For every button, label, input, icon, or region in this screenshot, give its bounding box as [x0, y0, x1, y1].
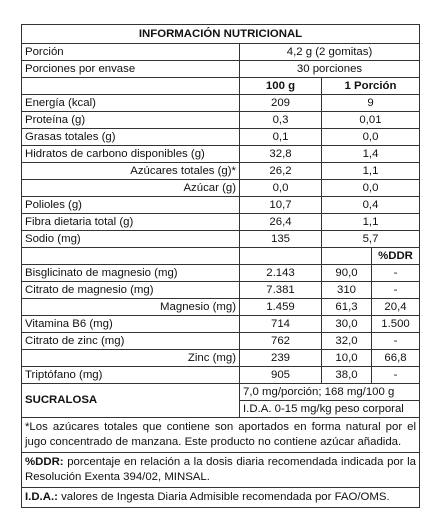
table-row: [22, 299, 420, 316]
header-row: [22, 78, 420, 95]
servings-label: Porciones por envase: [22, 61, 240, 78]
ddr-blank-2: [240, 248, 322, 265]
header-per100: 100 g: [240, 78, 322, 95]
nutrient-per100: 0,3: [240, 112, 322, 129]
nutrition-facts: [21, 24, 419, 508]
nutrient-label: Hidratos de carbono disponibles (g): [22, 146, 240, 163]
note-ddr-label: %DDR:: [25, 456, 64, 468]
nutrient-per-portion: 0,0: [322, 180, 420, 197]
header-ddr: %DDR: [372, 248, 420, 265]
sucralosa-row-1: [22, 384, 420, 401]
portion-value: 4,2 g (2 gomitas): [240, 44, 420, 61]
note-ida-row: [22, 488, 420, 508]
ddr-blank-3: [322, 248, 372, 265]
nutrient-per-portion: 0,0: [322, 129, 420, 146]
note-ddr: [22, 453, 420, 488]
servings-value: 30 porciones: [240, 61, 420, 78]
table-row: [22, 316, 420, 333]
note-ida-text: valores de Ingesta Diaria Admisible recomendada por FAO/OMS.: [57, 491, 390, 503]
nutrient-per-portion: 1,1: [322, 214, 420, 231]
mineral-ddr: -: [372, 367, 420, 384]
mineral-per100: 7.381: [240, 282, 322, 299]
nutrient-per-portion: 1,1: [322, 163, 420, 180]
note-ida-label: I.D.A.:: [25, 491, 58, 503]
nutrient-per100: 10,7: [240, 197, 322, 214]
table-row: [22, 265, 420, 282]
note-ida: [22, 488, 420, 508]
servings-row: [22, 61, 420, 78]
note-ddr-row: [22, 453, 420, 488]
nutrient-per-portion: 0,01: [322, 112, 420, 129]
table-row: [22, 282, 420, 299]
mineral-ddr: 66,8: [372, 350, 420, 367]
nutrient-label: Proteína (g): [22, 112, 240, 129]
nutrient-per100: 26,2: [240, 163, 322, 180]
mineral-per-portion: 38,0: [322, 367, 372, 384]
sucralosa-label: SUCRALOSA: [22, 384, 240, 418]
mineral-per100: 762: [240, 333, 322, 350]
nutrient-label: Fibra dietaria total (g): [22, 214, 240, 231]
mineral-per-portion: 61,3: [322, 299, 372, 316]
header-blank: [22, 78, 240, 95]
table-row: [22, 231, 420, 248]
nutrient-per100: 26,4: [240, 214, 322, 231]
table-row: [22, 146, 420, 163]
nutrient-label: Azúcar (g): [22, 180, 240, 197]
nutrient-per100: 0,1: [240, 129, 322, 146]
table-row: [22, 163, 420, 180]
mineral-per100: 714: [240, 316, 322, 333]
nutrient-per-portion: 9: [322, 95, 420, 112]
mineral-label: Triptófano (mg): [22, 367, 240, 384]
mineral-label: Magnesio (mg): [22, 299, 240, 316]
nutrient-label: Grasas totales (g): [22, 129, 240, 146]
nutrient-label: Azúcares totales (g)*: [22, 163, 240, 180]
table-row: [22, 129, 420, 146]
mineral-ddr: -: [372, 333, 420, 350]
note-ddr-text: porcentaje en relación a la dosis diaria recomendada indicada por la Resolución Exenta 394/02, MINSAL.: [25, 456, 417, 483]
mineral-label: Vitamina B6 (mg): [22, 316, 240, 333]
mineral-ddr: -: [372, 265, 420, 282]
mineral-per-portion: 310: [322, 282, 372, 299]
mineral-per100: 1.459: [240, 299, 322, 316]
mineral-ddr: 20,4: [372, 299, 420, 316]
mineral-per100: 905: [240, 367, 322, 384]
table-row: [22, 180, 420, 197]
table-row: [22, 112, 420, 129]
ddr-header-row: [22, 248, 420, 265]
portion-label: Porción: [22, 44, 240, 61]
table-row: [22, 367, 420, 384]
mineral-label: Citrato de magnesio (mg): [22, 282, 240, 299]
mineral-per-portion: 30,0: [322, 316, 372, 333]
mineral-ddr: 1.500: [372, 316, 420, 333]
sucralosa-line-2: I.D.A. 0-15 mg/kg peso corporal: [240, 401, 420, 418]
mineral-per100: 2.143: [240, 265, 322, 282]
mineral-ddr: -: [372, 282, 420, 299]
nutrient-per100: 135: [240, 231, 322, 248]
mineral-per-portion: 32,0: [322, 333, 372, 350]
nutrition-table: [21, 24, 420, 508]
nutrient-per100: 32,8: [240, 146, 322, 163]
mineral-per-portion: 10,0: [322, 350, 372, 367]
table-row: [22, 214, 420, 231]
sucralosa-line-1: 7,0 mg/porción; 168 mg/100 g: [240, 384, 420, 401]
nutrient-label: Polioles (g): [22, 197, 240, 214]
mineral-label: Bisglicinato de magnesio (mg): [22, 265, 240, 282]
mineral-per-portion: 90,0: [322, 265, 372, 282]
mineral-label: Zinc (mg): [22, 350, 240, 367]
table-row: [22, 197, 420, 214]
nutrient-per-portion: 1,4: [322, 146, 420, 163]
table-row: [22, 333, 420, 350]
nutrient-per-portion: 0,4: [322, 197, 420, 214]
nutrient-per100: 209: [240, 95, 322, 112]
portion-row: [22, 44, 420, 61]
nutrient-per100: 0,0: [240, 180, 322, 197]
table-title: INFORMACIÓN NUTRICIONAL: [22, 25, 420, 44]
mineral-per100: 239: [240, 350, 322, 367]
note-sugar: *Los azúcares totales que contiene son aportados en forma natural por el jugo concentrado de manzana. Este producto no contiene azúcar añadida.: [22, 418, 420, 453]
nutrient-label: Sodio (mg): [22, 231, 240, 248]
mineral-label: Citrato de zinc (mg): [22, 333, 240, 350]
table-row: [22, 95, 420, 112]
nutrient-per-portion: 5,7: [322, 231, 420, 248]
nutrient-label: Energía (kcal): [22, 95, 240, 112]
ddr-blank-1: [22, 248, 240, 265]
note-sugar-row: [22, 418, 420, 453]
header-per-portion: 1 Porción: [322, 78, 420, 95]
table-row: [22, 350, 420, 367]
title-row: [22, 25, 420, 44]
